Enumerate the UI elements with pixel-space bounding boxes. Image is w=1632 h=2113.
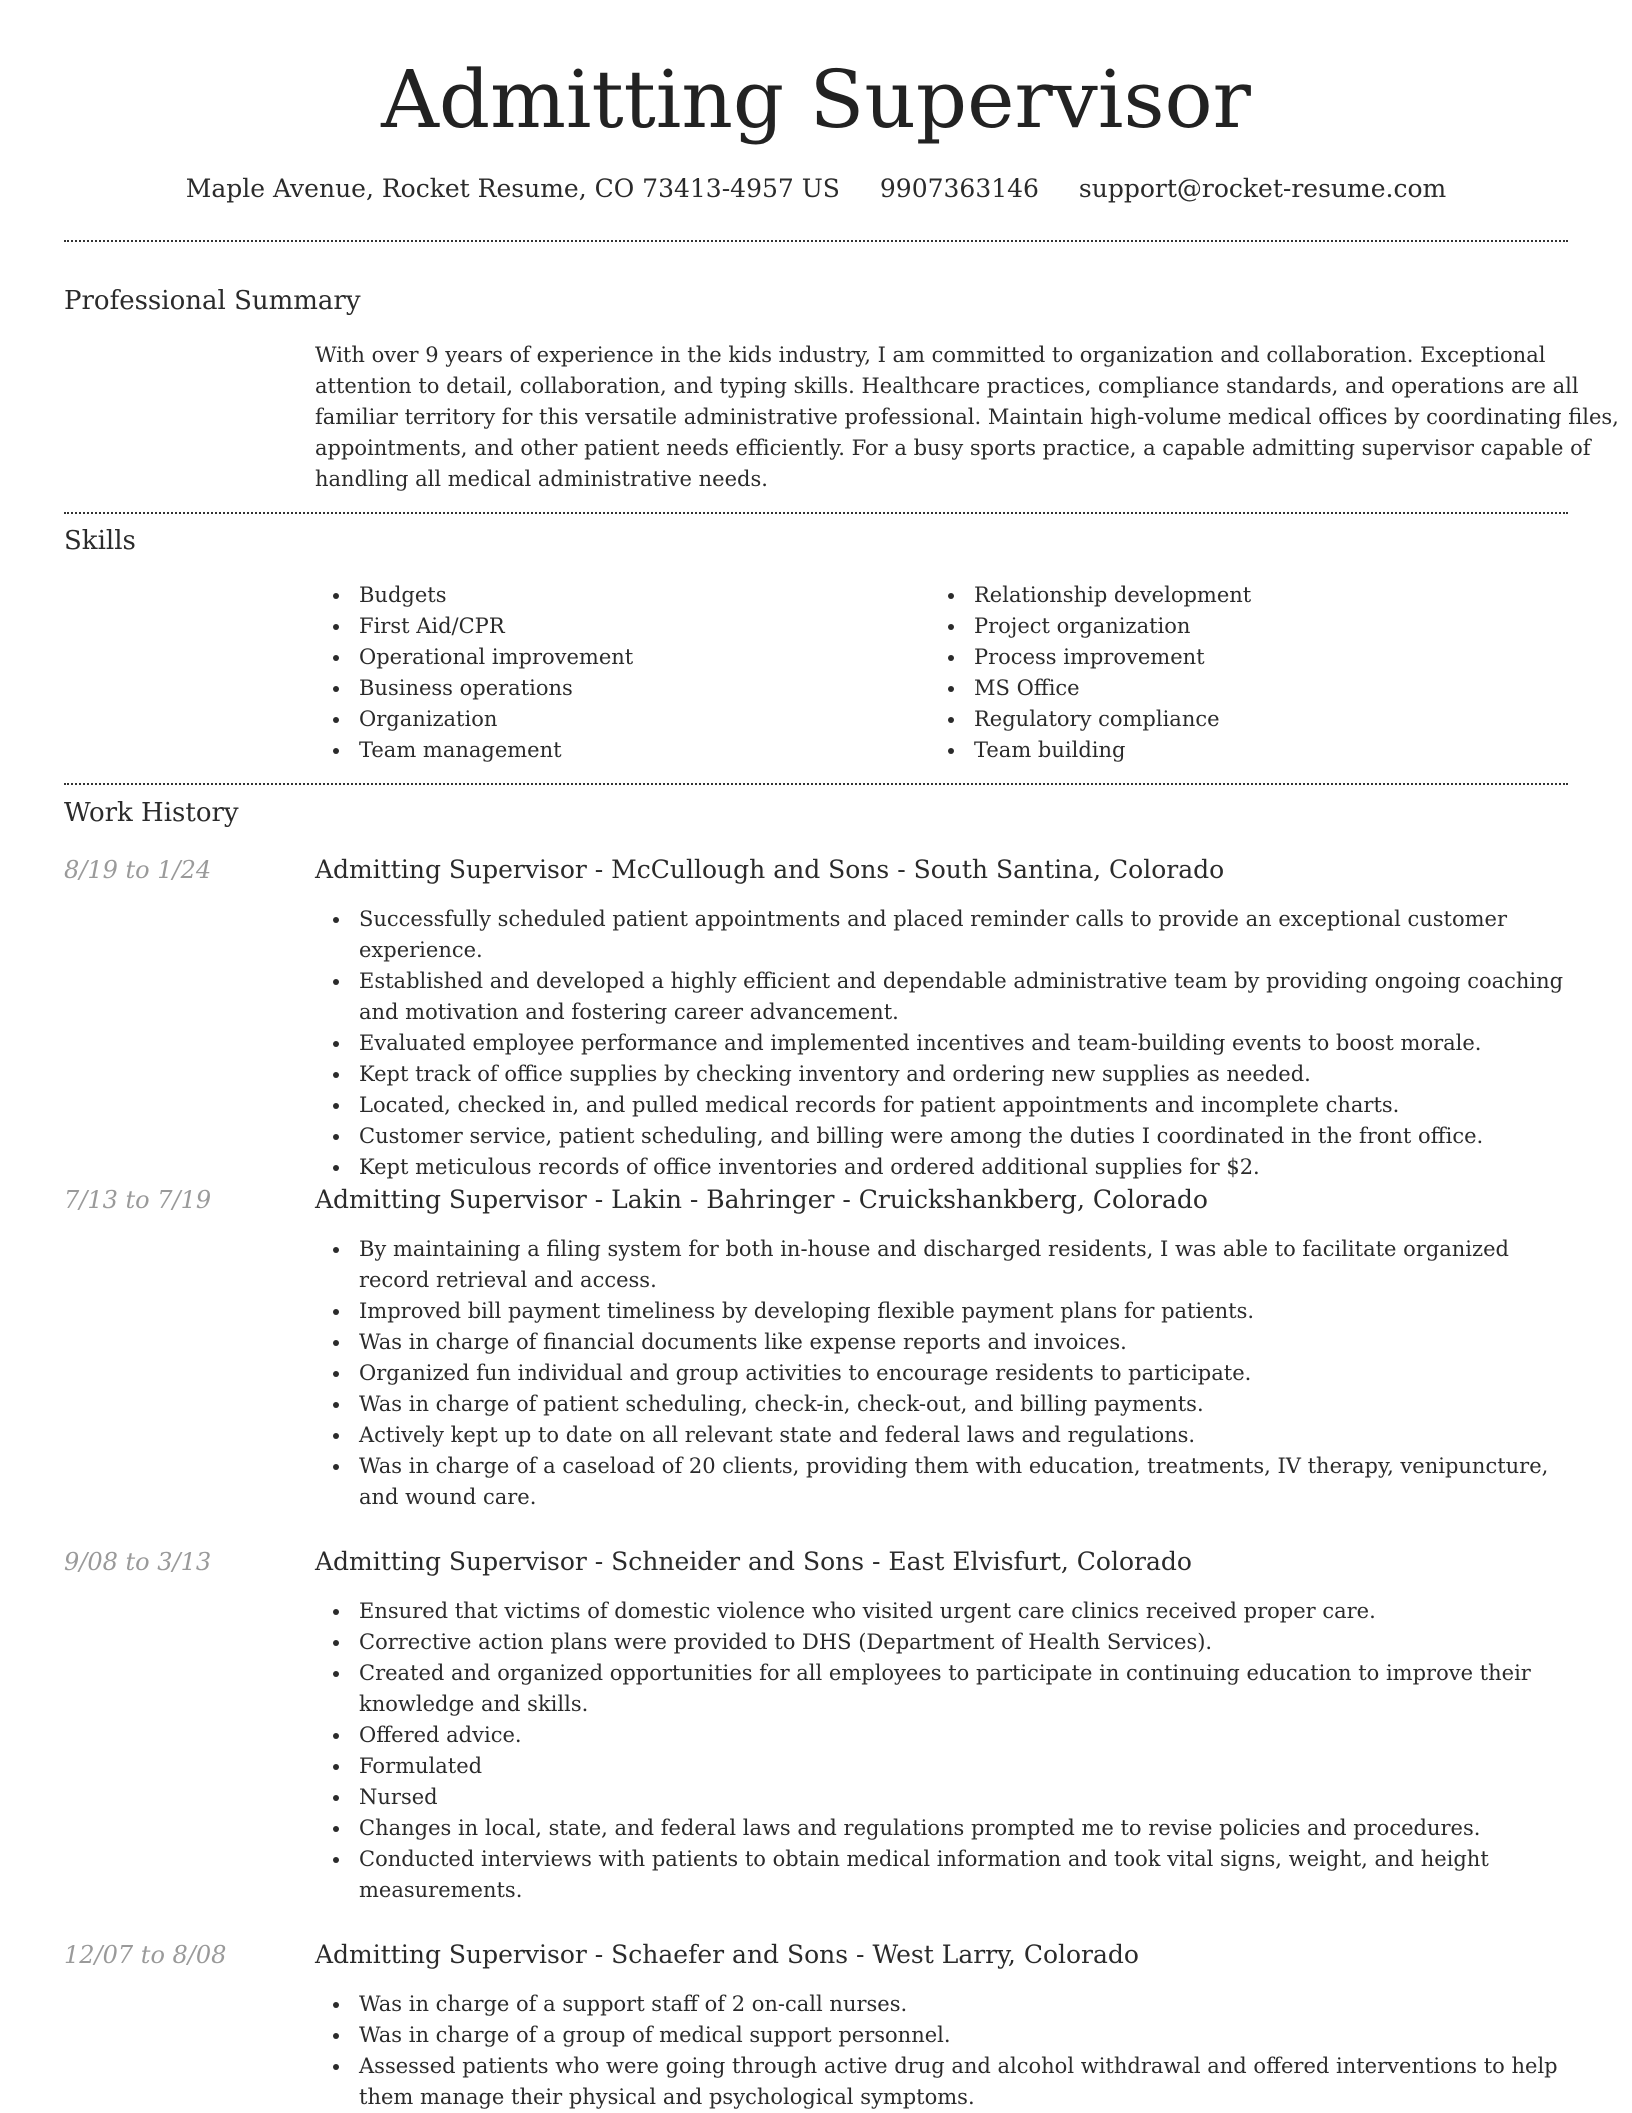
- job-bullet: Successfully scheduled patient appointments and placed reminder calls to provide an exceptional customer experience.: [315, 904, 1585, 966]
- work-heading: Work History: [64, 798, 239, 828]
- job-bullet: Customer service, patient scheduling, and billing were among the duties I coordinated in the front office.: [315, 1121, 1585, 1152]
- job-bullets: [315, 1234, 1585, 1513]
- job-bullet: Corrective action plans were provided to DHS (Department of Health Services).: [315, 1627, 1585, 1658]
- job-title: Admitting Supervisor - Schaefer and Sons - West Larry, Colorado: [315, 1940, 1139, 1969]
- skill-item: Process improvement: [930, 642, 1530, 673]
- job-bullet: Changes in local, state, and federal laws and regulations prompted me to revise policies and procedures.: [315, 1813, 1585, 1844]
- job-title: Admitting Supervisor - Lakin - Bahringer - Cruickshankberg, Colorado: [315, 1185, 1208, 1214]
- summary-text: With over 9 years of experience in the kids industry, I am committed to organization and collaboration. Exceptional attention to detail, collaboration, and typing skills. Healthcare practices, compliance standards, and operations are all familiar territory for this versatile administrative professional. Maintain high-volume medical offices by coordinating files, appointments, and other patient needs efficiently. For a busy sports practice, a capable admitting supervisor capable of handling all medical administrative needs.: [315, 343, 1619, 491]
- candidate-name: Admitting Supervisor: [381, 53, 1251, 146]
- skill-item: Team management: [315, 735, 915, 766]
- skill-item: Team building: [930, 735, 1530, 766]
- job-bullet: Located, checked in, and pulled medical records for patient appointments and incomplete charts.: [315, 1090, 1585, 1121]
- job-bullet: Formulated: [315, 1751, 1585, 1782]
- job-bullet: Kept track of office supplies by checking inventory and ordering new supplies as needed.: [315, 1059, 1585, 1090]
- job-title: Admitting Supervisor - McCullough and Sons - South Santina, Colorado: [315, 855, 1225, 884]
- job-bullet: Offered advice.: [315, 1720, 1585, 1751]
- skill-item: Relationship development: [930, 580, 1530, 611]
- job-bullet: Was in charge of financial documents like expense reports and invoices.: [315, 1327, 1585, 1358]
- job-bullet: Actively kept up to date on all relevant state and federal laws and regulations.: [315, 1420, 1585, 1451]
- skill-item: Business operations: [315, 673, 915, 704]
- job-bullet: Was in charge of a group of medical support personnel.: [315, 2020, 1585, 2051]
- skill-item: Organization: [315, 704, 915, 735]
- job-bullet: Was in charge of patient scheduling, check-in, check-out, and billing payments.: [315, 1389, 1585, 1420]
- skills-divider: [64, 783, 1568, 785]
- job-bullet: Nursed: [315, 1782, 1585, 1813]
- job-bullet: By maintaining a filing system for both in-house and discharged residents, I was able to facilitate organized record retrieval and access.: [315, 1234, 1585, 1296]
- job-bullet: Conducted interviews with patients to obtain medical information and took vital signs, weight, and height measurements.: [315, 1844, 1585, 1906]
- job-bullet: Assessed patients who were going through active drug and alcohol withdrawal and offered interventions to help them manage their physical and psychological symptoms.: [315, 2051, 1585, 2113]
- skill-item: Regulatory compliance: [930, 704, 1530, 735]
- job-bullet: Was in charge of a caseload of 20 clients, providing them with education, treatments, IV therapy, venipuncture, and wound care.: [315, 1451, 1585, 1513]
- summary-divider: [64, 512, 1568, 514]
- skill-item: Project organization: [930, 611, 1530, 642]
- skills-list-right: [930, 580, 1530, 766]
- header-divider: [64, 240, 1568, 242]
- job-bullets: [315, 1989, 1585, 2113]
- job-bullet: Kept meticulous records of office inventories and ordered additional supplies for $2.: [315, 1152, 1585, 1183]
- job-bullet: Improved bill payment timeliness by developing flexible payment plans for patients.: [315, 1296, 1585, 1327]
- summary-heading: Professional Summary: [64, 286, 361, 316]
- contact-phone: 9907363146: [879, 174, 1039, 203]
- job-dates: 8/19 to 1/24: [64, 856, 212, 884]
- job-bullets: [315, 904, 1585, 1183]
- skill-item: Budgets: [315, 580, 915, 611]
- contact-email: support@rocket-resume.com: [1078, 174, 1447, 203]
- job-bullet: Created and organized opportunities for all employees to participate in continuing education to improve their knowledge and skills.: [315, 1658, 1585, 1720]
- job-bullet: Evaluated employee performance and implemented incentives and team-building events to boost morale.: [315, 1028, 1585, 1059]
- skill-item: First Aid/CPR: [315, 611, 915, 642]
- job-title: Admitting Supervisor - Schneider and Sons - East Elvisfurt, Colorado: [315, 1547, 1192, 1576]
- contact-line: [64, 170, 1568, 208]
- job-bullet: Was in charge of a support staff of 2 on-call nurses.: [315, 1989, 1585, 2020]
- skill-item: MS Office: [930, 673, 1530, 704]
- skills-list-left: [315, 580, 915, 766]
- job-bullet: Ensured that victims of domestic violence who visited urgent care clinics received proper care.: [315, 1596, 1585, 1627]
- contact-address: Maple Avenue, Rocket Resume, CO 73413-4957 US: [185, 174, 840, 203]
- job-dates: 12/07 to 8/08: [64, 1941, 227, 1969]
- job-bullet: Established and developed a highly efficient and dependable administrative team by providing ongoing coaching and motivation and fostering career advancement.: [315, 966, 1585, 1028]
- skill-item: Operational improvement: [315, 642, 915, 673]
- job-dates: 9/08 to 3/13: [64, 1548, 212, 1576]
- job-bullets: [315, 1596, 1585, 1906]
- job-dates: 7/13 to 7/19: [64, 1186, 212, 1214]
- skills-heading: Skills: [64, 526, 136, 556]
- job-bullet: Organized fun individual and group activities to encourage residents to participate.: [315, 1358, 1585, 1389]
